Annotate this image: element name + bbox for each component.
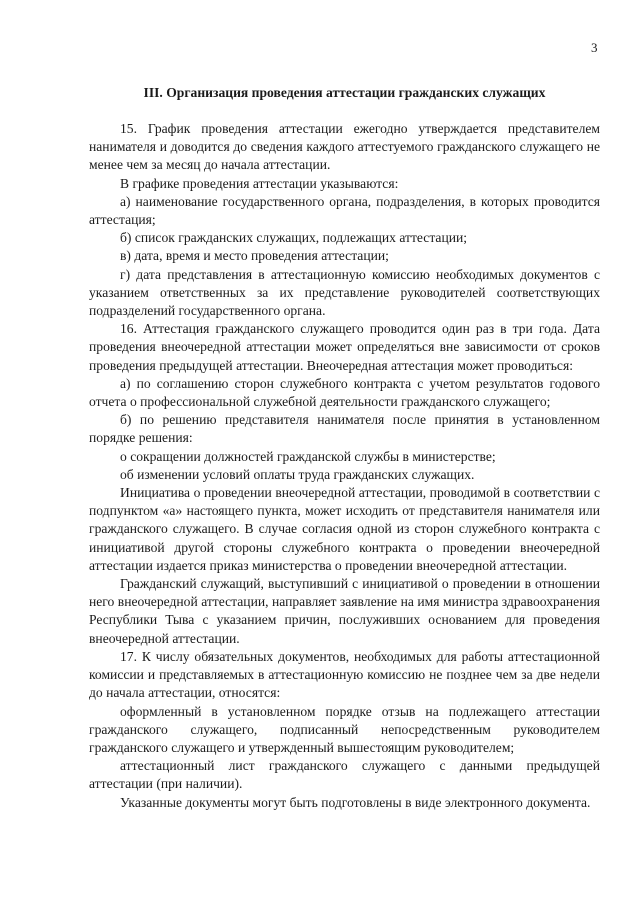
paragraph-reduction: о сокращении должностей гражданской службы в министерстве;: [120, 448, 496, 464]
paragraph-item-a: а) наименование государственного органа, подразделения, в которых проводится аттестация;: [89, 193, 600, 228]
paragraph-15: 15. График проведения аттестации ежегодно утверждается представителем нанимателя и доводится до сведения каждого аттестуемого гражданского служащего не менее чем за месяц до начала аттестации.: [89, 121, 600, 173]
paragraph-16-item-b: б) по решению представителя нанимателя после принятия в установленном порядке решения:: [89, 412, 600, 446]
paragraph-17: 17. К числу обязательных документов, необходимых для работы аттестационной комиссии и представляемых в аттестационную комиссию не позднее чем за две недели до начала аттестации, относятся:: [89, 648, 600, 701]
section-heading: III. Организация проведения аттестации гражданских служащих: [143, 85, 546, 100]
paragraph-item-b: б) список гражданских служащих, подлежащих аттестации;: [120, 230, 468, 246]
paragraph-16: 16. Аттестация гражданского служащего проводится один раз в три года. Дата проведения внеочередной аттестации может определяться вне зависимости от сроков проведения предыдущей аттестации. Внеочередная аттестация может проводиться:: [89, 321, 600, 373]
document-body: [89, 84, 600, 812]
paragraph-item-g: г) дата представления в аттестационную комиссию необходимых документов с указанием ответственных за их представление руководителей соответствующих подразделений государственного органа.: [89, 266, 600, 319]
paragraph-employee-initiative: Гражданский служащий, выступивший с инициативой о проведении в отношении него внеочередной аттестации, направляет заявление на имя министра здравоохранения Республики Тыва с указанием причин, послуживших основанием для проведения внеочередной аттестации.: [89, 576, 600, 646]
paragraph-review: оформленный в установленном порядке отзыв на подлежащего аттестации гражданского служащего, подписанный непосредственным руководителем гражданского служащего и утвержденный вышестоящим руководителем;: [89, 703, 600, 755]
paragraph-attestation-sheet: аттестационный лист гражданского служащего с данными предыдущей аттестации (при наличии).: [89, 758, 600, 792]
paragraph-initiative: Инициатива о проведении внеочередной аттестации, проводимой в соответствии с подпунктом «а» настоящего пункта, может исходить от представителя нанимателя или гражданского служащего. В случае согласия одной из сторон служебного контракта с инициативой другой стороны служебного контракта о проведении внеочередной аттестации издается приказ министерства о проведении внеочередной аттестации.: [89, 485, 600, 573]
paragraph-schedule-intro: В графике проведения аттестации указываются:: [120, 175, 399, 191]
paragraph-16-item-a: а) по соглашению сторон служебного контракта с учетом результатов годового отчета о профессиональной служебной деятельности гражданского служащего;: [89, 375, 600, 410]
paragraph-electronic: Указанные документы могут быть подготовлены в виде электронного документа.: [120, 794, 591, 810]
paragraph-item-v: в) дата, время и место проведения аттестации;: [120, 248, 389, 264]
paragraph-pay-change: об изменении условий оплаты труда гражданских служащих.: [120, 466, 475, 482]
page-number: 3: [591, 40, 598, 55]
